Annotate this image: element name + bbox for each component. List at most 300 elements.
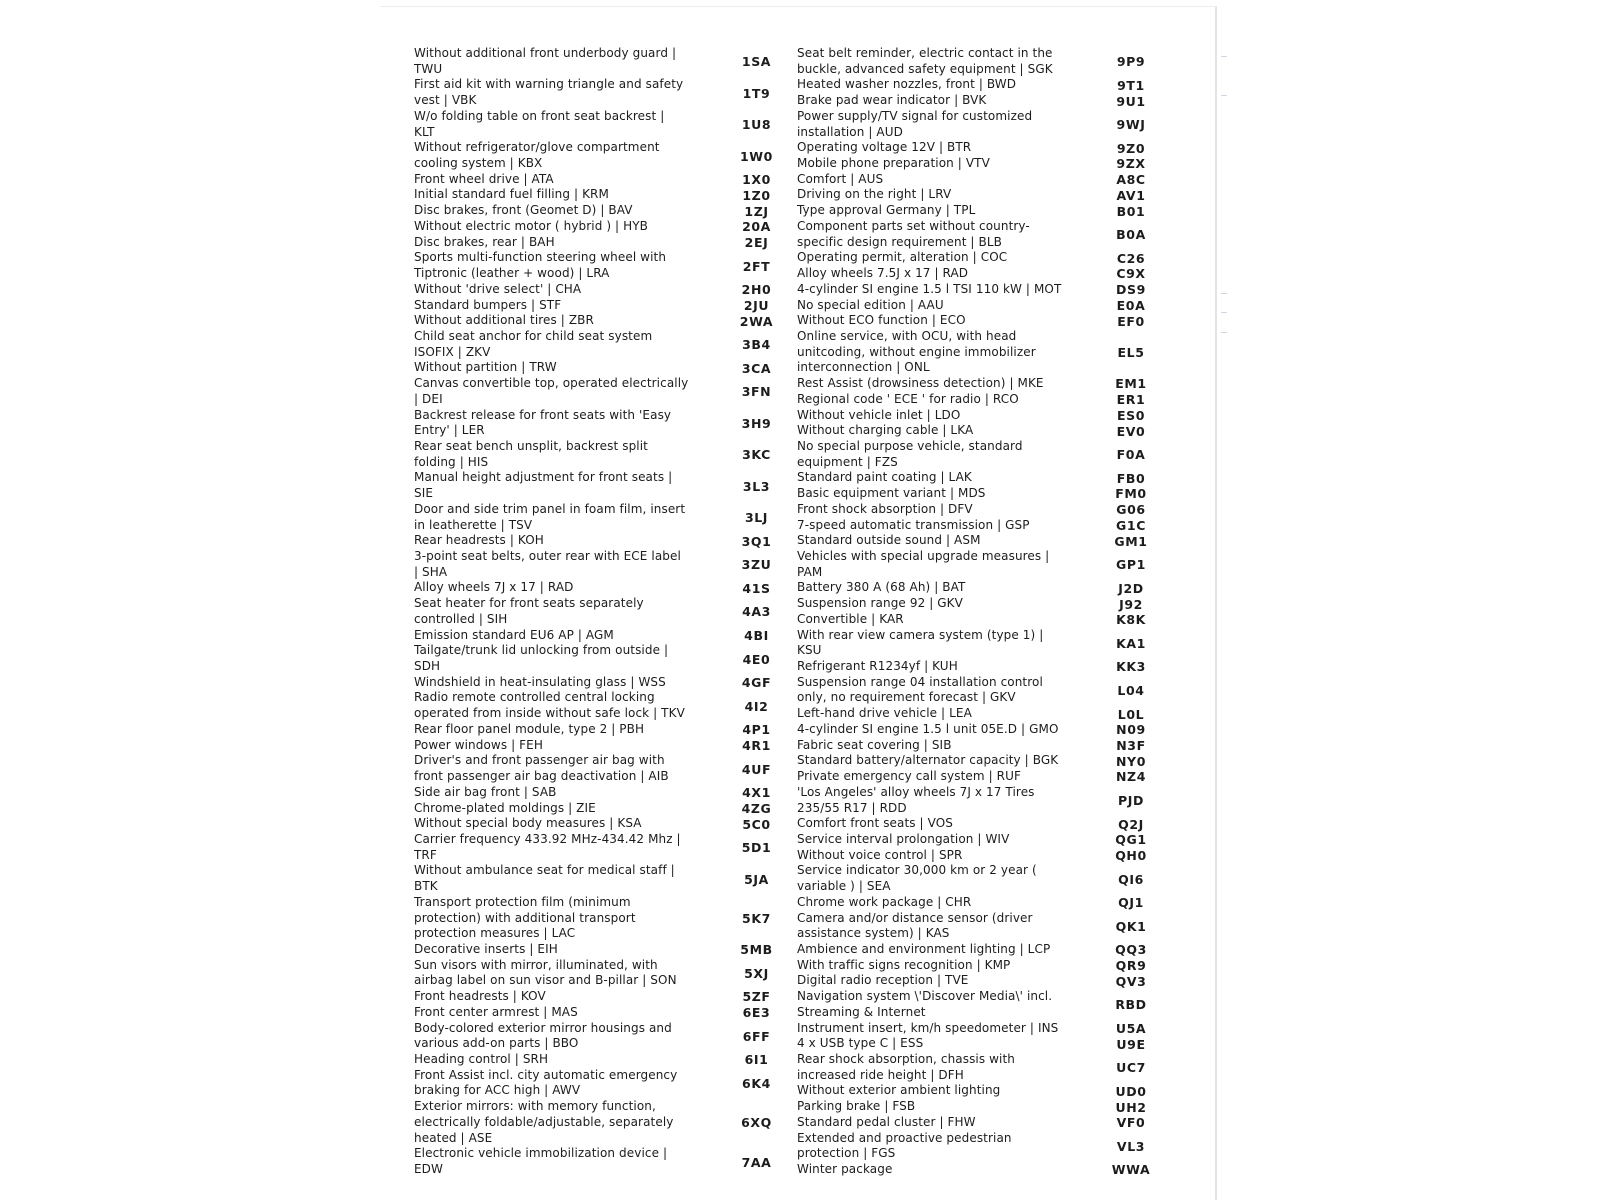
option-description: [797, 1052, 1089, 1083]
option-row: [797, 1115, 1169, 1131]
description-line: Driver's and front passenger air bag with: [414, 753, 665, 768]
option-code: 4ZG: [741, 800, 772, 816]
option-code: 3H9: [741, 415, 772, 431]
description-line: increased ride height | DFH: [797, 1067, 964, 1082]
option-row: [797, 329, 1169, 376]
description-line: Disc brakes, front (Geomet D) | BAV: [414, 203, 633, 218]
option-code: 41S: [742, 580, 771, 596]
option-description: [797, 942, 1089, 958]
description-line: protection | FGS: [797, 1146, 896, 1161]
description-line: assistance system) | KAS: [797, 926, 950, 941]
option-row: [797, 706, 1169, 722]
option-row: [414, 1146, 791, 1177]
option-row: [414, 1021, 791, 1052]
option-code: 6K4: [742, 1075, 771, 1091]
option-row: [414, 219, 791, 235]
option-row: [414, 753, 791, 784]
description-line: Carrier frequency 433.92 MHz-434.42 Mhz |: [414, 831, 681, 846]
option-row: [797, 1162, 1169, 1178]
description-line: Front Assist incl. city automatic emergency: [414, 1067, 678, 1082]
description-line: unitcoding, without engine immobilizer: [797, 344, 1036, 359]
option-code: N09: [1116, 722, 1146, 738]
option-description: [797, 172, 1089, 188]
description-line: Suspension range 04 installation control: [797, 674, 1043, 689]
option-description: [797, 580, 1089, 596]
option-row: [414, 46, 791, 77]
option-row: [414, 470, 791, 501]
option-code: 3FN: [741, 384, 772, 400]
option-code: 3CA: [741, 360, 772, 376]
option-code: KA1: [1116, 635, 1146, 651]
description-line: Front shock absorption | DFV: [797, 501, 973, 516]
option-row: [797, 1083, 1169, 1099]
description-line: Standard paint coating | LAK: [797, 470, 972, 485]
option-code: QJ1: [1118, 895, 1144, 911]
option-code: QK1: [1115, 918, 1147, 934]
option-code: 6E3: [742, 1005, 771, 1021]
option-description: [797, 722, 1089, 738]
option-code: 5XJ: [744, 965, 769, 981]
option-code: 5ZF: [742, 989, 771, 1005]
description-line: Rear floor panel module, type 2 | PBH: [414, 721, 645, 736]
option-code: 3KC: [742, 447, 771, 463]
description-line: only, no requirement forecast | GKV: [797, 690, 1016, 705]
description-line: SDH: [414, 659, 441, 674]
option-code: 1X0: [742, 172, 771, 188]
option-description: [414, 958, 714, 989]
option-code: 1Z0: [742, 187, 771, 203]
option-row: [797, 1099, 1169, 1115]
description-line: Rear seat bench unsplit, backrest split: [414, 438, 648, 453]
option-description: [797, 1131, 1089, 1162]
option-description: [414, 643, 714, 674]
option-description: [797, 187, 1089, 203]
option-code: EL5: [1117, 345, 1145, 361]
description-line: Alloy wheels 7J x 17 | RAD: [414, 580, 574, 595]
option-description: [797, 470, 1089, 486]
description-line: 7-speed automatic transmission | GSP: [797, 517, 1030, 532]
description-line: Without exterior ambient lighting: [797, 1083, 1001, 1098]
option-description: [797, 895, 1089, 911]
description-line: Electronic vehicle immobilization device |: [414, 1146, 668, 1161]
description-line: Exterior mirrors: with memory function,: [414, 1099, 656, 1114]
option-code: 7AA: [741, 1154, 772, 1170]
option-row: [414, 1052, 791, 1068]
option-code: 1ZJ: [744, 203, 769, 219]
option-description: [797, 958, 1089, 974]
option-row: [797, 628, 1169, 659]
option-description: [414, 816, 714, 832]
description-line: cooling system | KBX: [414, 156, 543, 171]
option-description: [414, 250, 714, 281]
option-row: [414, 816, 791, 832]
option-row: [414, 187, 791, 203]
description-line: Chrome work package | CHR: [797, 894, 972, 909]
option-description: [797, 753, 1089, 769]
option-row: [414, 203, 791, 219]
option-description: [797, 1099, 1089, 1115]
option-row: [414, 1099, 791, 1146]
description-line: Operating voltage 12V | BTR: [797, 140, 972, 155]
option-row: [797, 518, 1169, 534]
option-code: B0A: [1116, 227, 1146, 243]
option-row: [414, 360, 791, 376]
description-line: | DEI: [414, 391, 443, 406]
description-line: in leatherette | TSV: [414, 517, 533, 532]
description-line: Without 'drive select' | CHA: [414, 281, 582, 296]
option-code: 3Q1: [741, 533, 772, 549]
option-row: [797, 298, 1169, 314]
description-line: Suspension range 92 | GKV: [797, 596, 963, 611]
option-code: A8C: [1116, 172, 1146, 188]
option-row: [797, 958, 1169, 974]
option-description: [414, 628, 714, 644]
option-row: [797, 470, 1169, 486]
option-row: [414, 1068, 791, 1099]
option-code: QV3: [1115, 973, 1147, 989]
option-row: [414, 643, 791, 674]
margin-mark: [1221, 56, 1227, 57]
option-code: 4R1: [742, 737, 771, 753]
option-code: NZ4: [1115, 769, 1147, 785]
option-description: [414, 895, 714, 942]
description-line: braking for ACC high | AWV: [414, 1083, 581, 1098]
description-line: Power windows | FEH: [414, 737, 543, 752]
option-code: E0A: [1116, 297, 1146, 313]
option-code: 3LJ: [744, 510, 769, 526]
option-description: [414, 801, 714, 817]
option-code: QH0: [1115, 848, 1147, 864]
option-row: [797, 423, 1169, 439]
description-line: Navigation system \'Discover Media\' incl.: [797, 989, 1053, 1004]
option-description: [797, 156, 1089, 172]
option-code: VF0: [1116, 1115, 1146, 1131]
description-line: Service interval prolongation | WIV: [797, 831, 1010, 846]
description-line: Alloy wheels 7.5J x 17 | RAD: [797, 266, 969, 281]
option-row: [414, 596, 791, 627]
description-line: Service indicator 30,000 km or 2 year (: [797, 863, 1037, 878]
option-row: [797, 816, 1169, 832]
option-description: [414, 187, 714, 203]
description-line: Disc brakes, rear | BAH: [414, 234, 555, 249]
option-description: [414, 722, 714, 738]
option-description: [414, 989, 714, 1005]
description-line: 4-cylinder SI engine 1.5 l TSI 110 kW | MOT: [797, 281, 1062, 296]
description-line: Basic equipment variant | MDS: [797, 486, 986, 501]
option-description: [797, 140, 1089, 156]
description-line: Streaming & Internet: [797, 1004, 926, 1019]
description-line: Without ECO function | ECO: [797, 313, 966, 328]
description-line: airbag label on sun visor and B-pillar | SON: [414, 973, 677, 988]
description-line: Private emergency call system | RUF: [797, 769, 1021, 784]
option-code: N3F: [1116, 737, 1146, 753]
description-line: specific design requirement | BLB: [797, 234, 1002, 249]
option-row: [414, 376, 791, 407]
option-row: [797, 203, 1169, 219]
option-code: 1W0: [740, 148, 773, 164]
option-code: EF0: [1117, 313, 1145, 329]
option-code: J2D: [1118, 580, 1144, 596]
option-description: [797, 1162, 1089, 1178]
option-code: 4X1: [742, 785, 771, 801]
option-row: [797, 675, 1169, 706]
description-line: Front headrests | KOV: [414, 989, 546, 1004]
option-row: [797, 46, 1169, 77]
description-line: Battery 380 A (68 Ah) | BAT: [797, 580, 966, 595]
option-row: [797, 612, 1169, 628]
description-line: Refrigerant R1234yf | KUH: [797, 659, 958, 674]
description-line: Front wheel drive | ATA: [414, 171, 554, 186]
option-code: 6I1: [744, 1052, 769, 1068]
option-code: 9P9: [1116, 54, 1146, 70]
description-line: variable ) | SEA: [797, 879, 891, 894]
option-code: 4A3: [742, 604, 771, 620]
option-description: [797, 675, 1089, 706]
description-line: operated from inside without safe lock | TKV: [414, 706, 685, 721]
description-line: 'Los Angeles' alloy wheels 7J x 17 Tires: [797, 784, 1035, 799]
option-code: 2WA: [739, 313, 774, 329]
option-code: UC7: [1116, 1060, 1146, 1076]
option-code: 9WJ: [1116, 117, 1146, 133]
option-row: [797, 187, 1169, 203]
option-description: [414, 832, 714, 863]
option-description: [797, 518, 1089, 534]
description-line: Rest Assist (drowsiness detection) | MKE: [797, 376, 1044, 391]
description-line: equipment | FZS: [797, 454, 898, 469]
option-code: 5MB: [740, 942, 773, 958]
option-row: [414, 282, 791, 298]
option-description: [414, 172, 714, 188]
description-line: front passenger air bag deactivation | AIB: [414, 769, 669, 784]
option-code: FB0: [1116, 470, 1146, 486]
option-code: 3L3: [742, 478, 771, 494]
description-line: 235/55 R17 | RDD: [797, 800, 907, 815]
option-code: 9T1: [1117, 77, 1145, 93]
option-code: 6FF: [742, 1028, 771, 1044]
option-row: [414, 989, 791, 1005]
option-code: B01: [1116, 203, 1146, 219]
option-row: [797, 172, 1169, 188]
option-description: [797, 785, 1089, 816]
option-code: 2EJ: [744, 234, 769, 250]
description-line: Door and side trim panel in foam film, insert: [414, 501, 686, 516]
description-line: Child seat anchor for child seat system: [414, 328, 653, 343]
description-line: Heading control | SRH: [414, 1052, 549, 1066]
option-description: [414, 1052, 714, 1068]
option-description: [414, 1005, 714, 1021]
option-row: [797, 156, 1169, 172]
description-line: Emission standard EU6 AP | AGM: [414, 627, 614, 642]
option-row: [414, 675, 791, 691]
option-code: 5D1: [741, 840, 772, 856]
option-description: [414, 753, 714, 784]
option-row: [414, 801, 791, 817]
description-line: vest | VBK: [414, 93, 477, 108]
option-description: [414, 408, 714, 439]
option-row: [414, 785, 791, 801]
description-line: 4-cylinder SI engine 1.5 l unit 05E.D | GMO: [797, 721, 1059, 736]
option-code: 6XQ: [741, 1115, 772, 1131]
option-row: [797, 93, 1169, 109]
option-row: [414, 329, 791, 360]
description-line: Standard pedal cluster | FHW: [797, 1114, 976, 1129]
option-row: [797, 486, 1169, 502]
description-line: With traffic signs recognition | KMP: [797, 957, 1011, 972]
option-description: [797, 973, 1089, 989]
option-description: [797, 93, 1089, 109]
option-row: [797, 785, 1169, 816]
option-row: [797, 863, 1169, 894]
option-description: [797, 423, 1089, 439]
description-line: No special edition | AAU: [797, 297, 944, 312]
option-description: [797, 46, 1089, 77]
option-row: [797, 738, 1169, 754]
option-code: RBD: [1115, 997, 1147, 1013]
option-description: [414, 785, 714, 801]
option-code: QR9: [1115, 958, 1147, 974]
option-code: 5C0: [742, 816, 771, 832]
description-line: Regional code ' ECE ' for radio | RCO: [797, 391, 1019, 406]
option-row: [797, 549, 1169, 580]
description-line: Backrest release for front seats with 'Easy: [414, 407, 672, 422]
option-description: [797, 628, 1089, 659]
description-line: Without partition | TRW: [414, 360, 557, 375]
description-line: heated | ASE: [414, 1130, 493, 1145]
option-description: [797, 282, 1089, 298]
option-code: GM1: [1114, 533, 1148, 549]
option-code: 4P1: [742, 722, 771, 738]
description-line: Transport protection film (minimum: [414, 894, 631, 909]
description-line: Operating permit, alteration | COC: [797, 250, 1008, 265]
option-row: [414, 250, 791, 281]
option-description: [797, 376, 1089, 392]
description-line: 3-point seat belts, outer rear with ECE label: [414, 549, 681, 563]
option-description: [797, 612, 1089, 628]
option-row: [414, 408, 791, 439]
option-description: [797, 533, 1089, 549]
option-row: [797, 502, 1169, 518]
option-description: [797, 266, 1089, 282]
description-line: electrically foldable/adjustable, separately: [414, 1114, 674, 1129]
option-row: [797, 989, 1169, 1020]
description-line: Front center armrest | MAS: [414, 1004, 578, 1019]
option-row: [414, 942, 791, 958]
option-description: [414, 439, 714, 470]
option-description: [414, 533, 714, 549]
description-line: No special purpose vehicle, standard: [797, 438, 1023, 453]
description-line: Entry' | LER: [414, 423, 485, 438]
option-description: [797, 109, 1089, 140]
option-description: [414, 109, 714, 140]
description-line: Digital radio reception | TVE: [797, 973, 969, 988]
description-line: 4 x USB type C | ESS: [797, 1036, 924, 1051]
option-description: [797, 329, 1089, 376]
option-row: [797, 942, 1169, 958]
description-line: Rear shock absorption, chassis with: [797, 1052, 1015, 1066]
description-line: Comfort front seats | VOS: [797, 816, 953, 831]
description-line: KSU: [797, 643, 822, 658]
margin-mark: [1221, 332, 1227, 333]
description-line: Manual height adjustment for front seats |: [414, 470, 673, 485]
description-line: Without charging cable | LKA: [797, 423, 974, 438]
description-line: folding | HIS: [414, 454, 489, 469]
option-description: [797, 911, 1089, 942]
description-line: Without electric motor ( hybrid ) | HYB: [414, 218, 648, 233]
option-row: [797, 109, 1169, 140]
option-row: [414, 832, 791, 863]
option-row: [414, 298, 791, 314]
option-code: K8K: [1116, 612, 1146, 628]
description-line: Comfort | AUS: [797, 171, 884, 186]
option-code: DS9: [1116, 282, 1146, 298]
option-row: [797, 753, 1169, 769]
option-code: 2JU: [743, 297, 770, 313]
option-description: [414, 140, 714, 171]
option-row: [797, 439, 1169, 470]
option-code: WWA: [1111, 1162, 1151, 1178]
option-row: [414, 722, 791, 738]
option-row: [414, 172, 791, 188]
description-line: Radio remote controlled central locking: [414, 690, 655, 705]
option-description: [797, 408, 1089, 424]
description-line: protection measures | LAC: [414, 926, 576, 941]
option-code: J92: [1119, 596, 1143, 612]
description-line: Extended and proactive pedestrian: [797, 1130, 1012, 1145]
description-line: Rear headrests | KOH: [414, 533, 544, 548]
option-description: [797, 596, 1089, 612]
description-line: TRF: [414, 847, 437, 862]
description-line: Without special body measures | KSA: [414, 816, 642, 831]
description-line: PAM: [797, 564, 823, 579]
description-line: Without additional tires | ZBR: [414, 313, 594, 328]
description-line: Camera and/or distance sensor (driver: [797, 910, 1033, 925]
description-line: ISOFIX | ZKV: [414, 344, 491, 359]
option-description: [414, 549, 714, 580]
option-description: [414, 1099, 714, 1146]
option-code: 3B4: [742, 337, 771, 353]
option-row: [414, 1005, 791, 1021]
option-code: L0L: [1117, 706, 1145, 722]
option-row: [414, 628, 791, 644]
option-row: [414, 690, 791, 721]
option-row: [414, 958, 791, 989]
left-option-column: [414, 46, 791, 1178]
option-row: [797, 832, 1169, 848]
margin-mark: [1221, 312, 1227, 313]
description-line: Without ambulance seat for medical staff |: [414, 863, 675, 878]
option-row: [414, 533, 791, 549]
option-description: [797, 439, 1089, 470]
option-row: [797, 392, 1169, 408]
option-description: [414, 235, 714, 251]
description-line: Body-colored exterior mirror housings and: [414, 1020, 672, 1035]
option-description: [797, 1115, 1089, 1131]
option-code: G06: [1116, 502, 1146, 518]
option-row: [414, 549, 791, 580]
description-line: Ambience and environment lighting | LCP: [797, 941, 1051, 956]
description-line: With rear view camera system (type 1) |: [797, 627, 1044, 642]
description-line: Canvas convertible top, operated electrically: [414, 376, 689, 391]
description-line: TWU: [414, 61, 443, 76]
description-line: Seat heater for front seats separately: [414, 596, 644, 611]
option-description: [797, 832, 1089, 848]
option-row: [414, 580, 791, 596]
option-description: [414, 942, 714, 958]
option-code: 4BI: [744, 627, 769, 643]
description-line: buckle, advanced safety equipment | SGK: [797, 61, 1053, 76]
option-code: AV1: [1116, 187, 1146, 203]
description-line: Seat belt reminder, electric contact in the: [797, 46, 1053, 60]
